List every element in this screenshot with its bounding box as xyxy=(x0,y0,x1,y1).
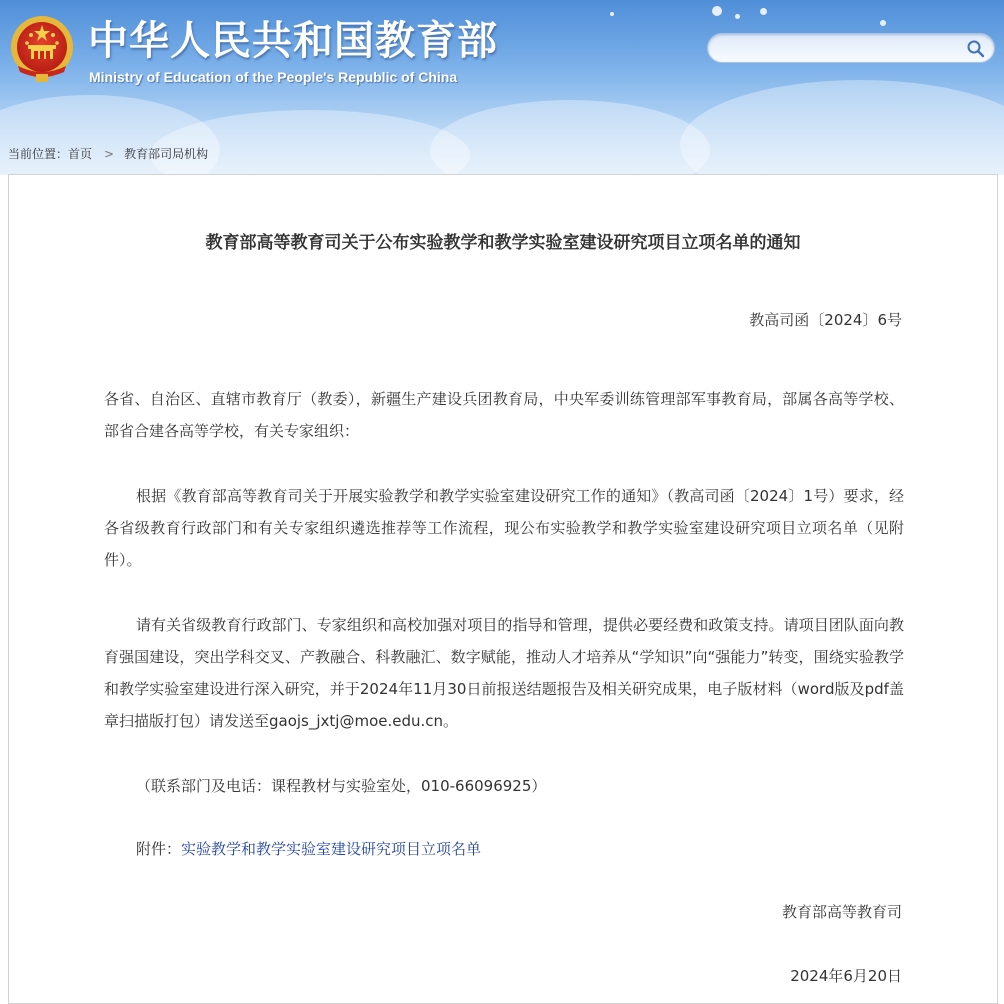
attachment-label: 附件： xyxy=(136,840,182,858)
document-number: 教高司函〔2024〕6号 xyxy=(749,311,902,329)
breadcrumb-prefix: 当前位置： xyxy=(8,147,69,161)
site-title[interactable]: 中华人民共和国教育部 xyxy=(88,18,498,64)
article-date: 2024年6月20日 xyxy=(790,967,902,985)
article-paragraph: 根据《教育部高等教育司关于开展实验教学和教学实验室建设研究工作的通知》（教高司函〔2024〕1号）要求，经各省级教育行政部门和有关专家组织遴选推荐等工作流程，现公布实验教学和教学实验室建设研究项目立项名单（见附件）。 xyxy=(104,487,904,569)
breadcrumb-separator: > xyxy=(104,147,115,161)
search-icon[interactable] xyxy=(966,39,986,59)
site-subtitle: Ministry of Education of the People's Republic of China xyxy=(89,69,458,85)
banner-sparkle xyxy=(880,20,886,26)
banner-cloud xyxy=(680,80,1004,175)
banner-sparkle xyxy=(760,8,767,15)
article-salutation: 各省、自治区、直辖市教育厅（教委），新疆生产建设兵团教育局，中央军委训练管理部军事教育局，部属各高等学校、部省合建各高等学校，有关专家组织： xyxy=(104,390,904,440)
banner-cloud xyxy=(430,100,710,175)
search-box xyxy=(707,33,995,63)
article-contact: （联系部门及电话：课程教材与实验室处，010-66096925） xyxy=(136,777,547,795)
banner-sparkle xyxy=(735,14,740,19)
article-signature: 教育部高等教育司 xyxy=(781,903,902,921)
breadcrumb-current-link[interactable]: 教育部司局机构 xyxy=(124,147,209,161)
article-title: 教育部高等教育司关于公布实验教学和教学实验室建设研究项目立项名单的通知 xyxy=(205,233,801,253)
national-emblem-icon xyxy=(8,14,76,84)
search-input[interactable] xyxy=(722,38,962,58)
article-container xyxy=(8,174,998,1004)
article-paragraph: 请有关省级教育行政部门、专家组织和高校加强对项目的指导和管理，提供必要经费和政策支持。请项目团队面向教育强国建设，突出学科交叉、产教融合、科教融汇、数字赋能，推动人才培养从“学知识”向“强能力”转变，围绕实验教学和教学实验室建设进行深入研究，并于2024年11月30日前报送结题报告及相关研究成果，电子版材料（word版及pdf盖章扫描版打包）请发送至gaojs_jxtj@moe.edu.cn。 xyxy=(104,616,904,730)
breadcrumb xyxy=(8,145,208,163)
breadcrumb-home-link[interactable]: 首页 xyxy=(68,147,93,161)
banner-sparkle xyxy=(610,12,614,16)
article-attachment xyxy=(104,833,904,865)
banner-sparkle xyxy=(712,6,722,16)
attachment-link[interactable]: 实验教学和教学实验室建设研究项目立项名单 xyxy=(181,840,482,858)
